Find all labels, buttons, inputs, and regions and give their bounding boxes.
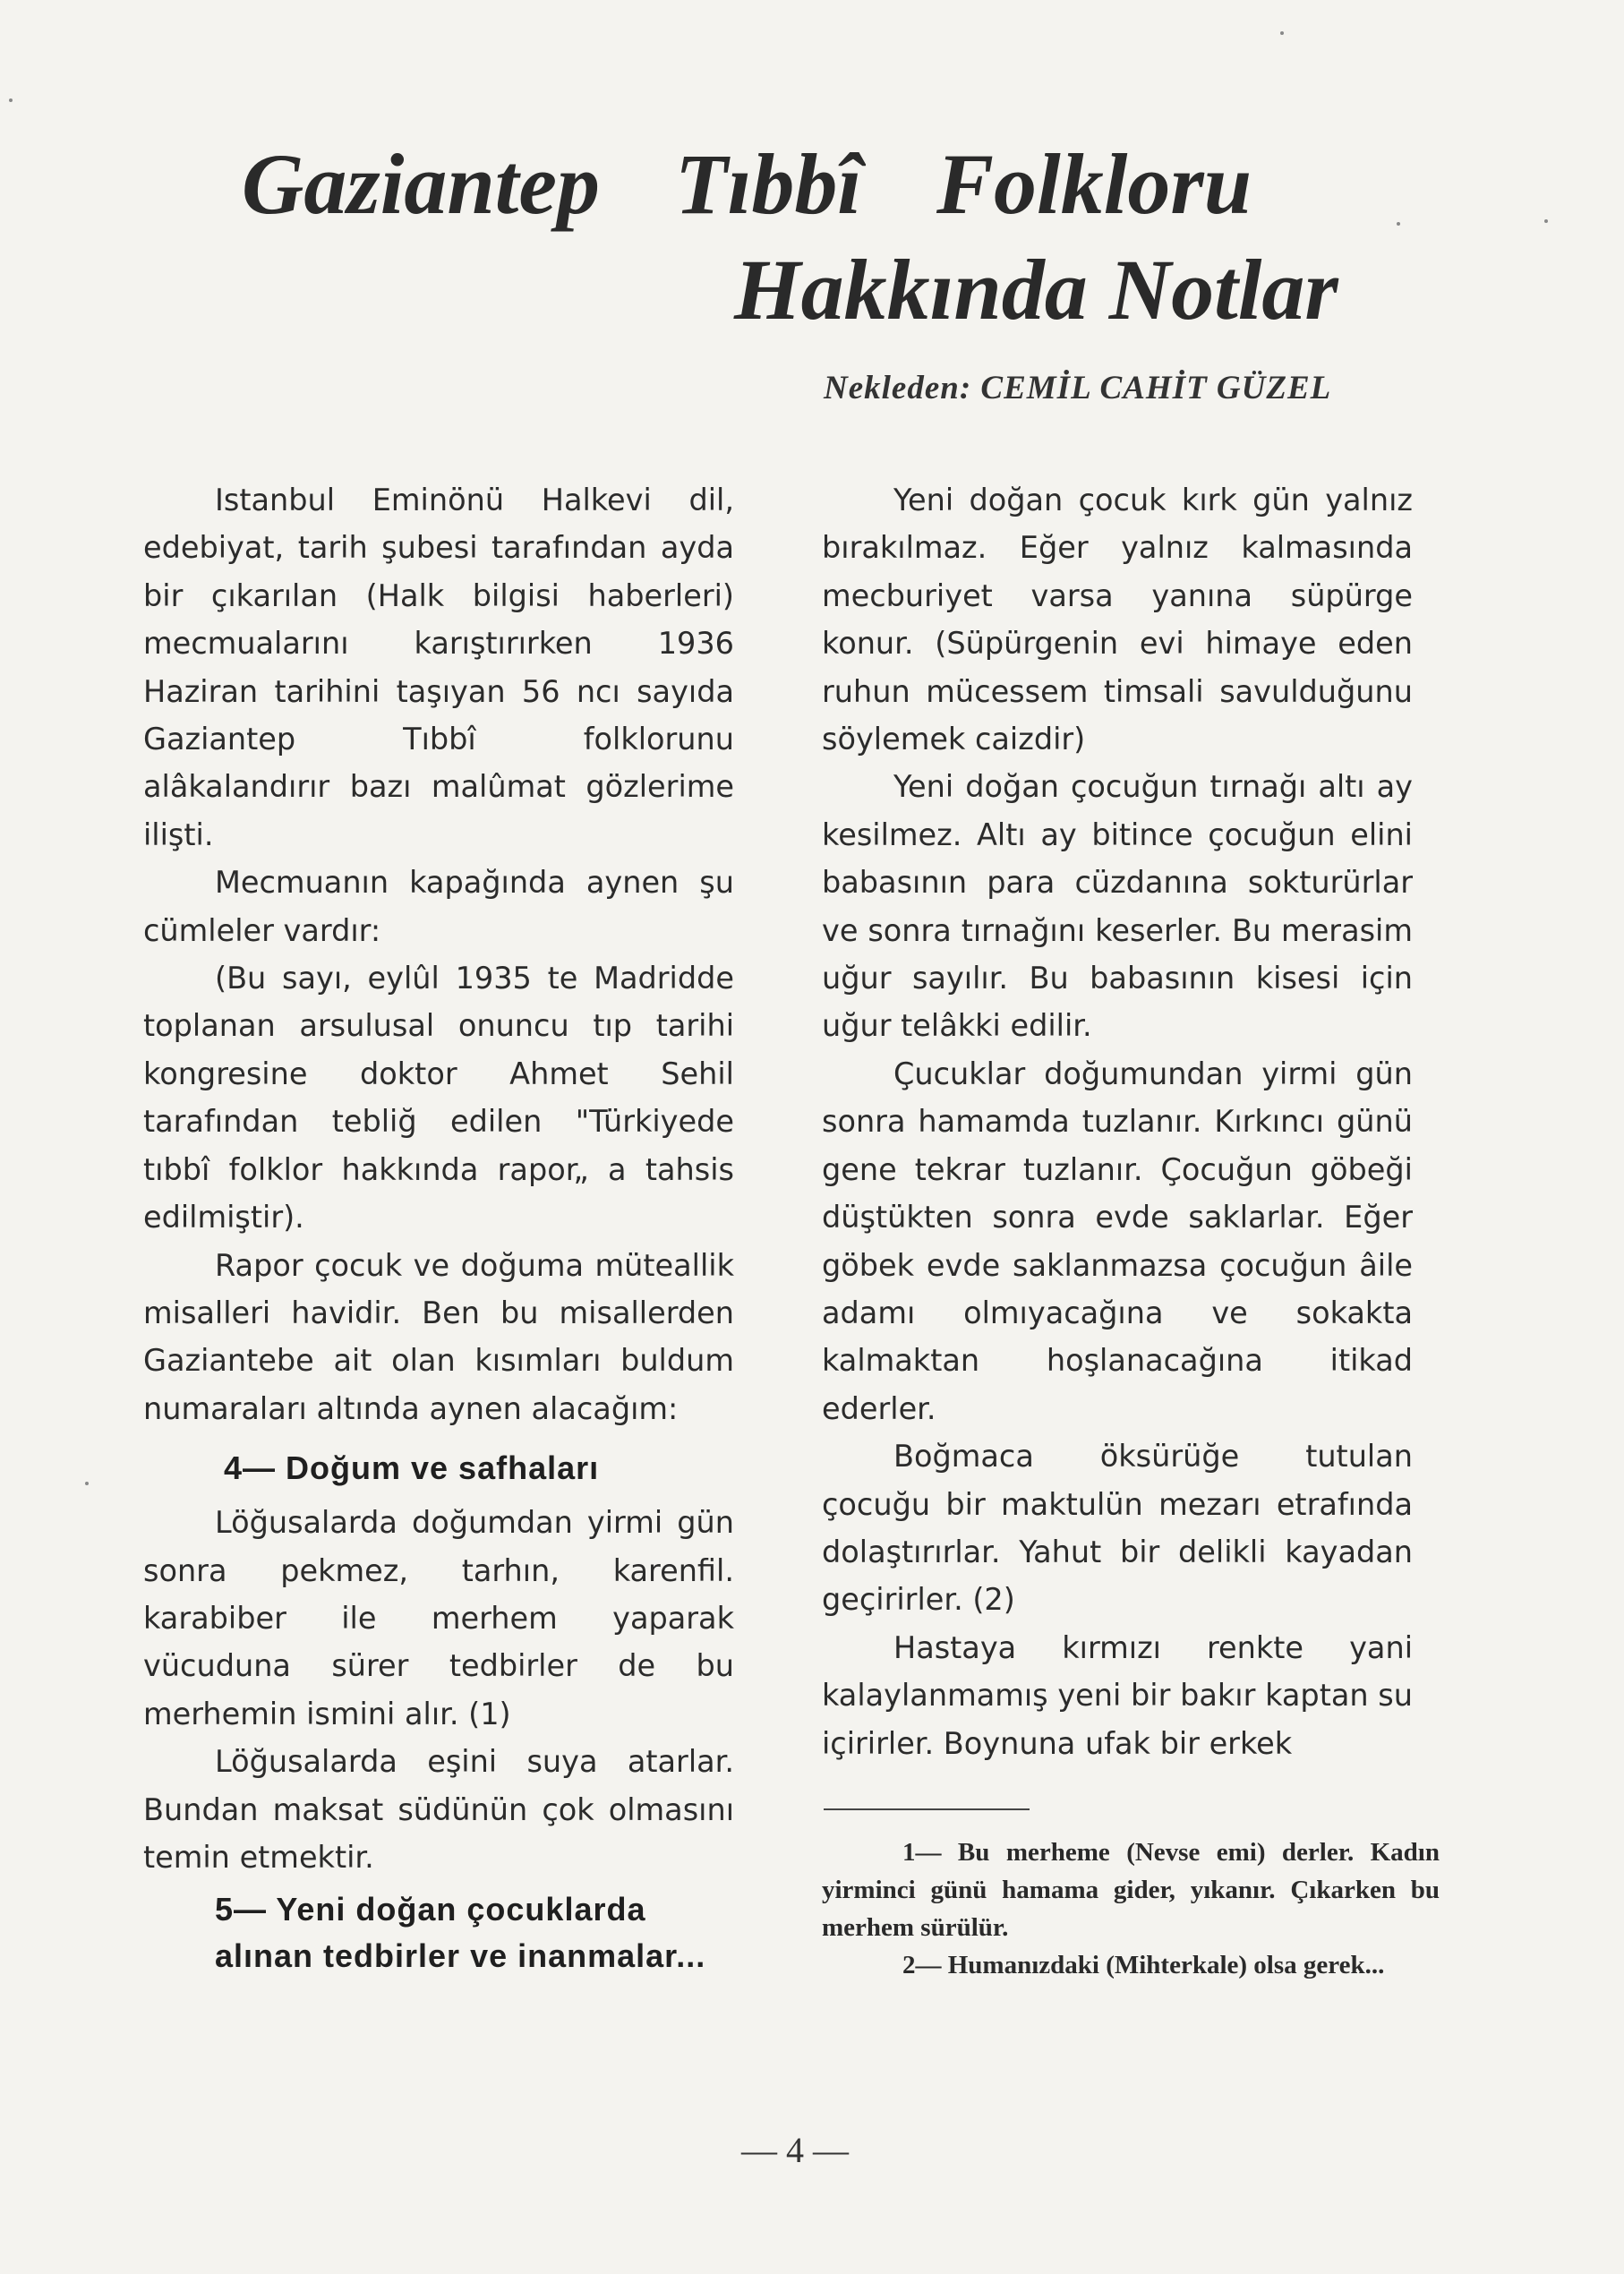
footnotes (822, 1834, 1440, 1984)
paragraph: Boğmaca öksürüğe tutulan çocuğu bir maktulün mezarı etrafında dolaştırırlar. Yahut bir delikli kayadan geçirirler. (2) (822, 1439, 1413, 1618)
author-byline: Nekleden: CEMİL CAHİT GÜZEL (824, 370, 1332, 406)
page-number: — 4 — (741, 2130, 849, 2170)
paper-speck (1397, 222, 1400, 226)
paper-speck (1280, 31, 1284, 35)
paragraph: (Bu sayı, eylûl 1935 te Madridde toplanan arsulusal onuncu tıp tarihi kongresine doktor Ahmet Sehil tarafından tebliğ edilen "Türkiyede tıbbî folklor hakkında rapor„ a tahsis edilmiştir). (143, 961, 734, 1235)
footnote-1: 1— Bu merheme (Nevse emi) derler. Kadın yirminci günü hamama gider, yıkanır. Çıkarken bu merhem sürülür. (822, 1838, 1440, 1942)
paragraph: Hastaya kırmızı renkte yani kalaylanmamış yeni bir bakır kaptan su içirirler. Boynuna ufak bir erkek (822, 1629, 1413, 1761)
paper-speck (1544, 219, 1548, 223)
paper-speck (85, 1482, 89, 1485)
paragraph: Istanbul Eminönü Halkevi dil, edebiyat, tarih şubesi tarafından ayda bir çıkarılan (Halk bilgisi haberleri) mecmualarını karıştırırken 1936 Haziran tarihini taşıyan 56 ncı sayıda Gaziantep Tıbbî folklorunu alâkalandırır bazı malûmat gözlerime ilişti. (143, 483, 734, 852)
paragraph: Rapor çocuk ve doğuma müteallik misalleri havidir. Ben bu misallerden Gaziantebe ait olan kısımları buldum numaraları altında aynen alacağım: (143, 1247, 734, 1426)
paragraph: Yeni doğan çocuğun tırnağı altı ay kesilmez. Altı ay bitince çocuğun elini babasının para cüzdanına sokturürlar ve sonra tırnağını keserler. Bu merasim uğur sayılır. Bu babasının kisesi için uğur telâkki edilir. (822, 769, 1413, 1044)
paragraph: Çucuklar doğumundan yirmi gün sonra hamamda tuzlanır. Kırkıncı günü gene tekrar tuzlanır. Çocuğun göbeği düştükten sonra evde saklarlar. Eğer göbek evde saklanmazsa çocuğun âile adamı olmıyacağına ve sokakta kalmaktan hoşlanacağına itikad ederler. (822, 1056, 1413, 1426)
paragraph: Löğusalarda eşini suya atarlar. Bundan maksat südünün çok olmasını temin etmektir. (143, 1744, 734, 1875)
article-title-line-2: Hakkında Notlar (734, 242, 1338, 338)
right-column (822, 476, 1413, 1767)
footnote-separator (824, 1808, 1030, 1810)
paper-speck (9, 98, 13, 102)
paragraph: Yeni doğan çocuk kırk gün yalnız bırakılmaz. Eğer yalnız kalmasında mecburiyet varsa yanına süpürge konur. (Süpürgenin evi himaye eden ruhun mücessem timsali savulduğunu söylemek caizdir) (822, 483, 1413, 757)
paragraph: Mecmuanın kapağında aynen şu cümleler vardır: (143, 865, 734, 948)
section-heading-newborn: 5— Yeni doğan çocuklarda alınan tedbirler ve inanmalar... (215, 1891, 706, 1975)
paragraph: Löğusalarda doğumdan yirmi gün sonra pekmez, tarhın, karenfil. karabiber ile merhem yaparak vücuduna sürer tedbirler de bu merhemin ismini alır. (1) (143, 1505, 734, 1731)
section-heading-birth: 4— Doğum ve safhaları (224, 1449, 600, 1487)
footnote-2: 2— Humanızdaki (Mihterkale) olsa gerek... (902, 1951, 1385, 1979)
left-column (143, 476, 734, 1979)
article-title-line-1: Gaziantep Tıbbî Folkloru (242, 136, 1252, 232)
